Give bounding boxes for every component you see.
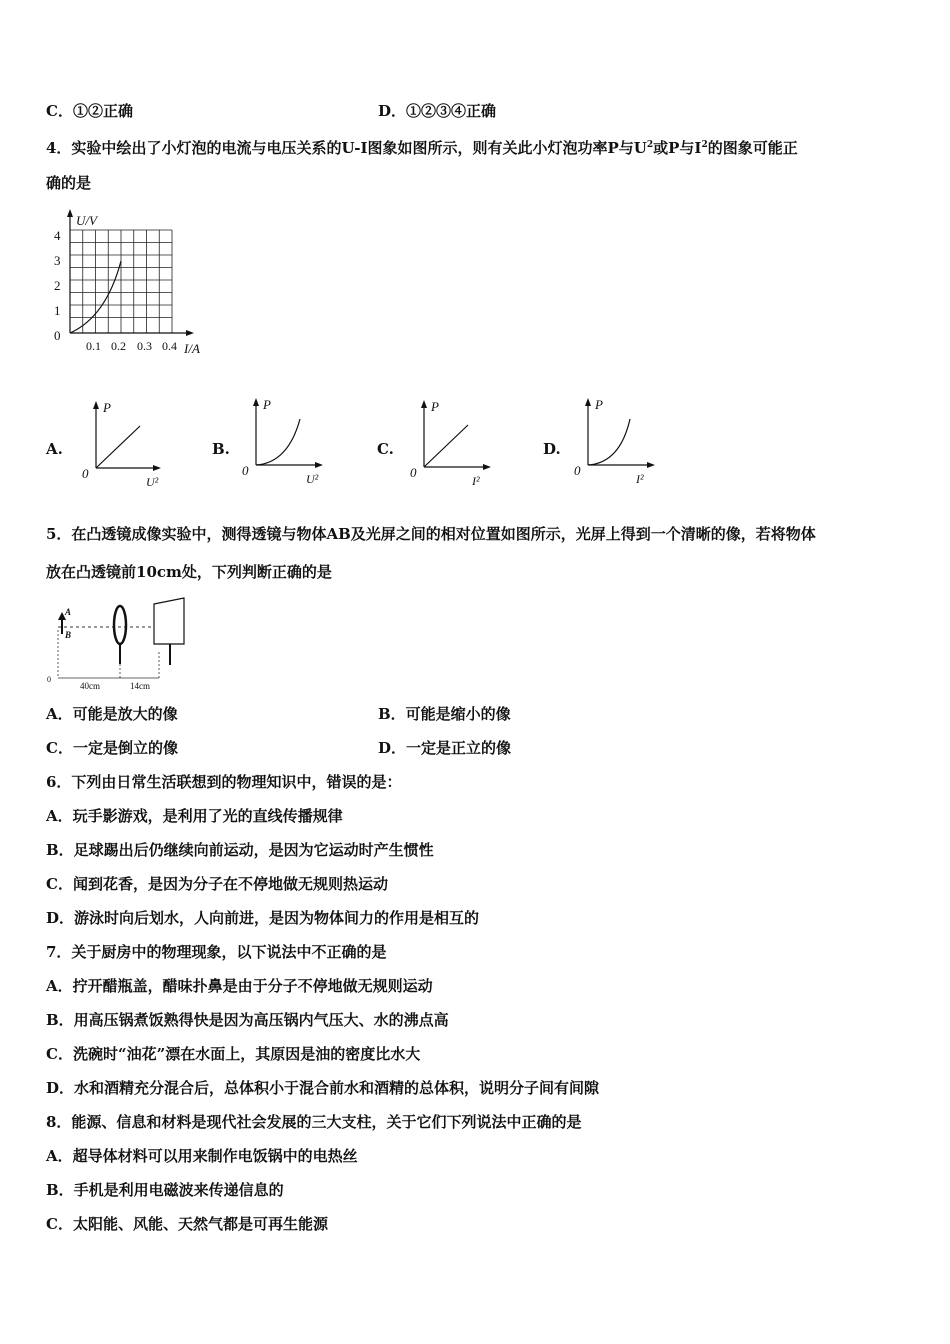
opt-c-y-label: P — [431, 399, 439, 414]
q4-stem-line2: 确的是 — [46, 174, 92, 192]
opt-a-x-arrow — [153, 465, 161, 471]
opt-c-line — [424, 425, 468, 467]
ui-x-label: I/A — [184, 341, 200, 356]
q5-stem-line2: 放在凸透镜前10cm处，下列判断正确的是 — [46, 563, 332, 581]
opt-b-x-arrow — [315, 462, 323, 468]
q8-option-b: B．手机是利用电磁波来传递信息的 — [46, 1181, 284, 1199]
q8-option-a: A．超导体材料可以用来制作电饭锅中的电热丝 — [46, 1147, 358, 1165]
opt-a-y-arrow — [93, 401, 99, 409]
q5-option-a: A．可能是放大的像 — [46, 705, 178, 723]
q5-stem-line1: 5．在凸透镜成像实验中，测得透镜与物体AB及光屏之间的相对位置如图所示，光屏上得到一个清晰的像，若将物体 — [46, 525, 816, 543]
opt-b-y-label: P — [263, 397, 271, 412]
q4-option-a-graph — [78, 396, 168, 488]
opt-b-x-label: U² — [306, 472, 319, 486]
opt-b-curve — [256, 419, 300, 465]
opt-d-y-arrow — [585, 398, 591, 406]
q7-option-c: C．洗碗时“油花”漂在水面上，其原因是油的密度比水大 — [46, 1045, 421, 1063]
opt-d-x-label: I² — [636, 472, 644, 486]
q4-option-d-label: D. — [543, 440, 561, 458]
ui-x-arrow — [186, 330, 194, 336]
q7-option-b: B．用高压锅煮饭熟得快是因为高压锅内气压大、水的沸点高 — [46, 1011, 449, 1029]
opt-d-y-label: P — [595, 397, 603, 412]
q6-option-b: B．足球踢出后仍继续向前运动，是因为它运动时产生惯性 — [46, 841, 434, 859]
ui-y-tick-3: 3 — [54, 253, 61, 268]
ui-x-tick-4: 0.4 — [162, 339, 177, 353]
q5-option-d: D．一定是正立的像 — [378, 739, 512, 757]
convex-lens — [114, 606, 126, 644]
object-label-a: A — [65, 607, 72, 617]
ui-y-tick-1: 1 — [54, 303, 61, 318]
q4-option-c-label: C. — [377, 440, 394, 458]
ui-y-tick-4: 4 — [54, 228, 61, 243]
opt-a-origin: 0 — [82, 466, 89, 481]
ui-y-arrow — [67, 209, 73, 217]
origin-label: 0 — [47, 675, 51, 684]
q7-option-d: D．水和酒精充分混合后，总体积小于混合前水和酒精的总体积，说明分子间有间隙 — [46, 1079, 600, 1097]
opt-d-x-arrow — [647, 462, 655, 468]
ui-x-tick-1: 0.1 — [86, 339, 101, 353]
q4-option-b-graph — [240, 393, 330, 488]
ui-x-tick-2: 0.2 — [111, 339, 126, 353]
opt-a-y-label: P — [103, 400, 111, 415]
q4-stem-a: 4．实验中绘出了小灯泡的电流与电压关系的U-I图象如图所示，则有关此小灯泡功率P与U — [46, 139, 647, 157]
q4-option-c-graph — [408, 395, 498, 488]
q5-lens-diagram — [44, 592, 194, 692]
opt-c-x-label: I² — [472, 474, 480, 488]
light-screen — [154, 598, 184, 644]
object-label-b: B — [65, 630, 72, 640]
opt-b-y-arrow — [253, 398, 259, 406]
q5-option-b: B．可能是缩小的像 — [378, 705, 511, 723]
q3-option-d: D．①②③④正确 — [378, 102, 497, 120]
q4-option-b-label: B. — [212, 440, 230, 458]
opt-c-x-arrow — [483, 464, 491, 470]
ui-y-tick-0: 0 — [54, 328, 61, 343]
q7-option-a: A．拧开醋瓶盖，醋味扑鼻是由于分子不停地做无规则运动 — [46, 977, 433, 995]
opt-c-y-arrow — [421, 400, 427, 408]
q6-option-a: A．玩手影游戏，是利用了光的直线传播规律 — [46, 807, 343, 825]
q4-option-a-label: A. — [46, 440, 63, 458]
opt-a-x-label: U² — [146, 475, 159, 488]
ui-y-label: U/V — [76, 213, 97, 228]
opt-c-origin: 0 — [410, 465, 417, 480]
q4-stem-c: 的图象可能正 — [707, 139, 798, 157]
q7-stem: 7．关于厨房中的物理现象，以下说法中不正确的是 — [46, 943, 387, 961]
ui-y-tick-2: 2 — [54, 278, 61, 293]
ui-x-tick-3: 0.3 — [137, 339, 152, 353]
q4-sup-2: 2 — [701, 140, 708, 150]
q6-option-c: C．闻到花香，是因为分子在不停地做无规则热运动 — [46, 875, 388, 893]
q4-ui-graph — [44, 205, 219, 365]
opt-d-origin: 0 — [574, 463, 581, 478]
opt-b-origin: 0 — [242, 463, 249, 478]
q8-stem: 8．能源、信息和材料是现代社会发展的三大支柱，关于它们下列说法中正确的是 — [46, 1113, 582, 1131]
distance-14cm: 14cm — [130, 681, 150, 691]
opt-a-line — [96, 426, 140, 468]
q6-stem: 6．下列由日常生活联想到的物理知识中，错误的是： — [46, 773, 402, 791]
opt-d-curve — [588, 419, 630, 465]
q6-option-d: D．游泳时向后划水，人向前进，是因为物体间力的作用是相互的 — [46, 909, 480, 927]
distance-40cm: 40cm — [80, 681, 100, 691]
q4-sup-1: 2 — [646, 140, 654, 150]
q5-option-c: C．一定是倒立的像 — [46, 739, 178, 757]
q4-stem — [46, 135, 798, 158]
ui-grid — [70, 230, 172, 333]
q3-option-c: C．①②正确 — [46, 102, 133, 120]
q4-option-d-graph — [572, 393, 662, 488]
q4-stem-b: 或P与I — [653, 139, 702, 157]
q8-option-c: C．太阳能、风能、天然气都是可再生能源 — [46, 1215, 328, 1233]
